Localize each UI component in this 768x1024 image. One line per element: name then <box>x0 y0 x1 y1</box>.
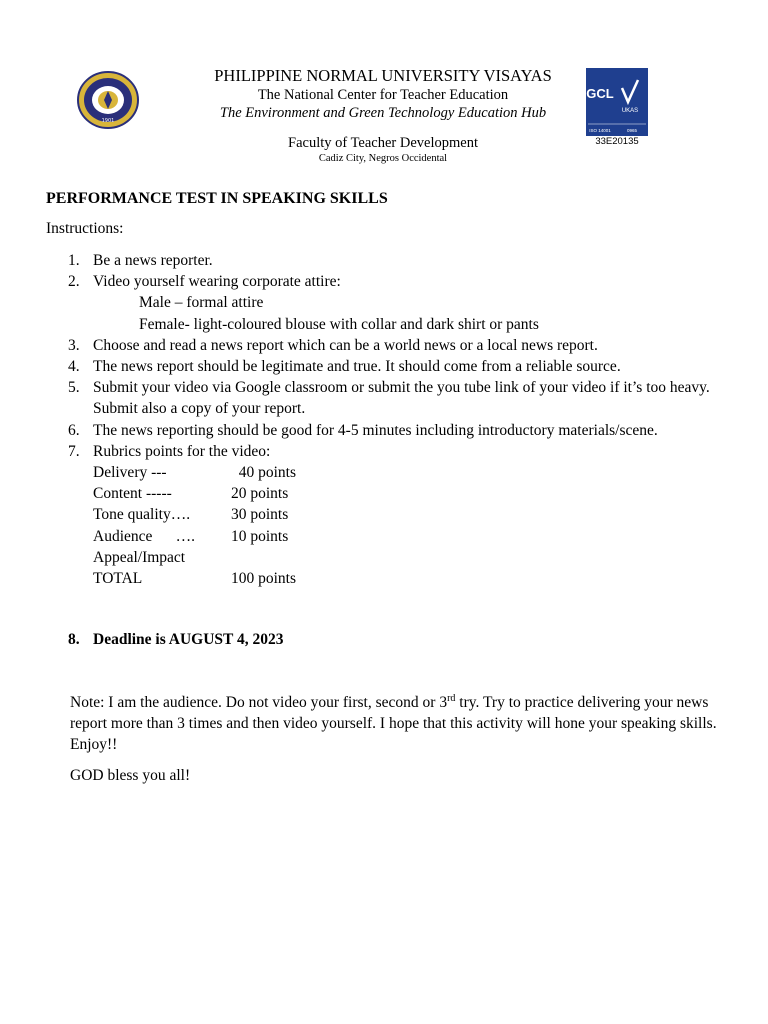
list-item <box>68 335 728 356</box>
attire-female: Female- light-coloured blouse with collar and dark shirt or pants <box>139 315 539 333</box>
rubric-row <box>93 504 728 525</box>
cert-logo-text: GCL <box>586 86 614 101</box>
rubric-label: TOTAL <box>93 570 143 588</box>
rubric-row <box>93 526 728 547</box>
item-text: Submit your video via Google classroom or submit the you tube link of your video if it’s too heavy. Submit also a copy of your report. <box>93 379 710 418</box>
rubric-points: 10 points <box>231 527 289 545</box>
rubric-row-total <box>93 568 728 589</box>
list-item <box>68 356 728 377</box>
list-item <box>68 441 728 589</box>
rubric-row <box>93 547 728 568</box>
seal-year: 1901 <box>101 118 115 124</box>
rubrics-table <box>93 462 728 589</box>
note-superscript: rd <box>447 692 456 704</box>
center-name: The National Center for Teacher Education <box>257 87 509 103</box>
item-text: Rubrics points for the video: <box>93 442 271 460</box>
faculty-name: Faculty of Teacher Development <box>288 135 478 151</box>
list-item <box>68 377 728 419</box>
cert-iso-text: ISO 14001 <box>589 128 611 133</box>
rubric-points: 30 points <box>231 506 289 524</box>
rubric-label: Audience …. <box>93 527 196 545</box>
deadline-text: Deadline is AUGUST 4, 2023 <box>93 631 284 648</box>
item-number: 5. <box>68 379 80 397</box>
rubric-points: 100 points <box>231 570 297 588</box>
item-number: 1. <box>68 252 80 269</box>
list-item <box>68 420 728 441</box>
university-seal-logo <box>77 71 139 129</box>
item-text: The news reporting should be good for 4-5 minutes including introductory materials/scene. <box>93 421 658 439</box>
list-item <box>68 250 728 271</box>
item-text: The news report should be legitimate and true. It should come from a reliable source. <box>93 358 621 376</box>
rubric-row <box>93 462 728 483</box>
closing-blessing: GOD bless you all! <box>70 767 191 784</box>
rubric-points: 40 points <box>231 464 297 482</box>
note-paragraph <box>70 692 730 756</box>
rubric-row <box>93 483 728 504</box>
university-name: PHILIPPINE NORMAL UNIVERSITY VISAYAS <box>214 66 552 85</box>
cert-number-text: 0965 <box>626 128 638 133</box>
item-number: 6. <box>68 421 80 439</box>
instructions-list <box>68 250 728 589</box>
note-text-2: try. Try to practice delivering your news report more than 3 times and then video yourself. I hope that this activity will hone your speaking skills. Enjoy!! <box>70 694 717 754</box>
item-text: Choose and read a news report which can be a world news or a local news report. <box>93 336 598 354</box>
hub-name: The Environment and Green Technology Education Hub <box>219 105 547 121</box>
item-number: 3. <box>68 336 80 354</box>
list-item <box>68 271 728 335</box>
deadline <box>68 631 283 649</box>
item-text: Video yourself wearing corporate attire: <box>93 273 341 291</box>
iso-certification-logo <box>586 68 648 136</box>
rubric-label: Tone quality…. <box>93 506 191 524</box>
rubric-points: 20 points <box>231 485 289 503</box>
campus-address: Cadiz City, Negros Occidental <box>318 153 448 164</box>
cert-sub-text: UKAS <box>621 108 639 114</box>
attire-male: Male – formal attire <box>139 294 264 312</box>
document-header <box>170 66 596 166</box>
rubric-label: Appeal/Impact <box>93 548 186 566</box>
rubric-label: Delivery --- <box>93 464 167 482</box>
item-number: 4. <box>68 358 80 376</box>
instructions-label: Instructions: <box>46 220 124 237</box>
item-number: 7. <box>68 442 80 460</box>
rubric-label: Content ----- <box>93 485 172 503</box>
cert-code: 33E20135 <box>595 136 639 147</box>
deadline-number: 8. <box>68 631 80 648</box>
document-title: PERFORMANCE TEST IN SPEAKING SKILLS <box>46 190 388 207</box>
item-number: 2. <box>68 273 80 291</box>
note-text-1: Note: I am the audience. Do not video your first, second or 3 <box>70 694 448 711</box>
item-text: Be a news reporter. <box>93 252 213 269</box>
